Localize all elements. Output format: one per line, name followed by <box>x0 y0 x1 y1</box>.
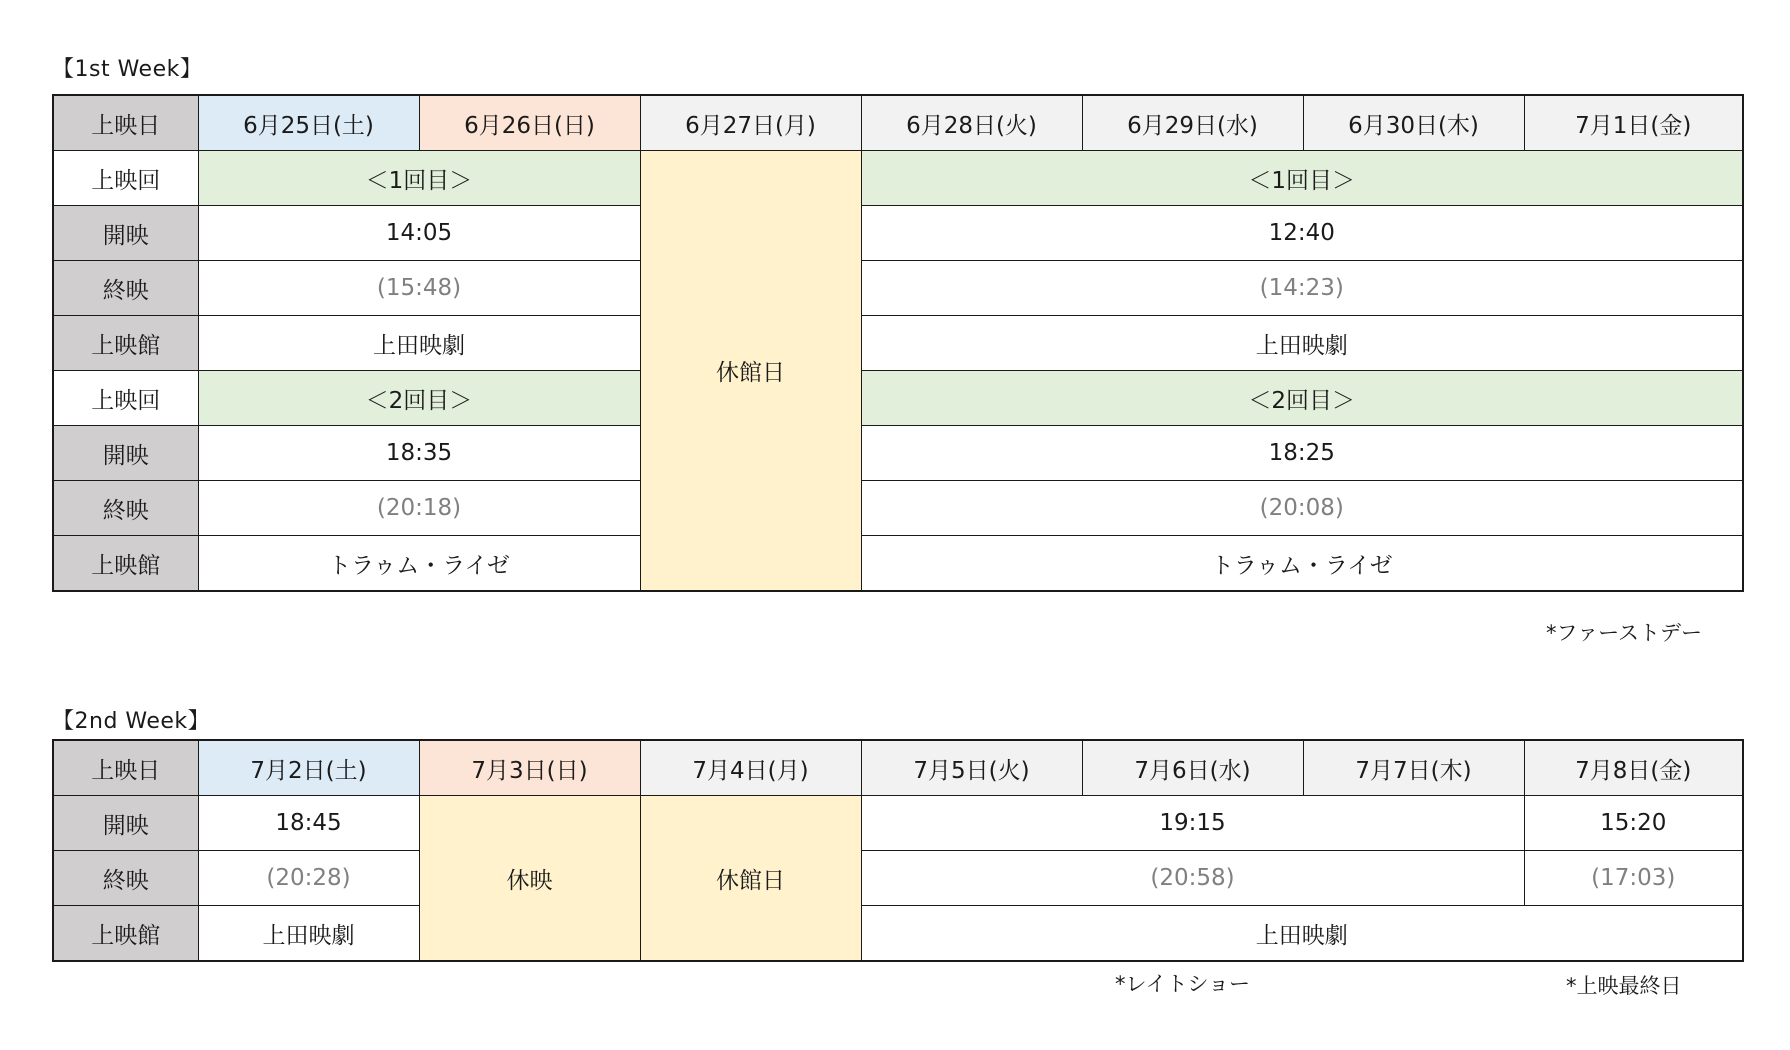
date-header-wed: 6月29日(水) <box>1082 95 1303 151</box>
week1-schedule-table <box>52 94 1744 592</box>
weekday-venue: 上田映劇 <box>861 906 1743 962</box>
first-day-note: *ファーストデー <box>1546 621 1703 645</box>
weekend-start2: 18:35 <box>198 426 640 481</box>
weekday-end: (20:58) <box>861 851 1524 906</box>
week1-venue2-row <box>53 536 1743 592</box>
weekday-venue1: 上田映劇 <box>861 316 1743 371</box>
week1-date-row <box>53 95 1743 151</box>
row-label-venue: 上映館 <box>53 316 198 371</box>
week2-venue-row <box>53 906 1743 962</box>
fri-end: (17:03) <box>1524 851 1743 906</box>
date-header-sun: 7月3日(日) <box>419 740 640 796</box>
sat-end: (20:28) <box>198 851 419 906</box>
week2-date-row <box>53 740 1743 796</box>
row-label-date: 上映日 <box>53 740 198 796</box>
closed-day-cell: 休館日 <box>640 151 861 592</box>
row-label-date: 上映日 <box>53 95 198 151</box>
date-header-sat: 6月25日(土) <box>198 95 419 151</box>
sat-start: 18:45 <box>198 796 419 851</box>
week2-end-row <box>53 851 1743 906</box>
week2-schedule-table <box>52 739 1744 962</box>
weekend-end1: (15:48) <box>198 261 640 316</box>
week2-start-row <box>53 796 1743 851</box>
weekday-start1: 12:40 <box>861 206 1743 261</box>
week1-start2-row <box>53 426 1743 481</box>
row-label-end: 終映 <box>53 481 198 536</box>
row-label-end: 終映 <box>53 851 198 906</box>
date-header-wed: 7月6日(水) <box>1082 740 1303 796</box>
date-header-fri: 7月8日(金) <box>1524 740 1743 796</box>
row-label-venue: 上映館 <box>53 906 198 962</box>
row-label-start: 開映 <box>53 206 198 261</box>
weekend-venue1: 上田映劇 <box>198 316 640 371</box>
date-header-tue: 6月28日(火) <box>861 95 1082 151</box>
week1-end2-row <box>53 481 1743 536</box>
late-show-note: *レイトショー <box>1115 972 1251 996</box>
fri-start: 15:20 <box>1524 796 1743 851</box>
week1-start1-row <box>53 206 1743 261</box>
row-label-session: 上映回 <box>53 151 198 206</box>
weekday-session1: ＜1回目＞ <box>861 151 1743 206</box>
row-label-end: 終映 <box>53 261 198 316</box>
date-header-mon: 7月4日(月) <box>640 740 861 796</box>
weekday-start: 19:15 <box>861 796 1524 851</box>
week1-title: 【1st Week】 <box>52 57 203 82</box>
week2-title: 【2nd Week】 <box>52 709 211 734</box>
week1-end1-row <box>53 261 1743 316</box>
weekend-venue2: トラゥム・ライゼ <box>198 536 640 592</box>
date-header-tue: 7月5日(火) <box>861 740 1082 796</box>
row-label-start: 開映 <box>53 796 198 851</box>
week1-session1-row <box>53 151 1743 206</box>
date-header-thu: 6月30日(木) <box>1303 95 1524 151</box>
weekday-end2: (20:08) <box>861 481 1743 536</box>
weekday-start2: 18:25 <box>861 426 1743 481</box>
row-label-session: 上映回 <box>53 371 198 426</box>
closed-day-cell: 休館日 <box>640 796 861 962</box>
date-header-sat: 7月2日(土) <box>198 740 419 796</box>
no-screening-cell: 休映 <box>419 796 640 962</box>
sat-venue: 上田映劇 <box>198 906 419 962</box>
date-header-sun: 6月26日(日) <box>419 95 640 151</box>
weekday-end1: (14:23) <box>861 261 1743 316</box>
weekend-session2: ＜2回目＞ <box>198 371 640 426</box>
weekday-venue2: トラゥム・ライゼ <box>861 536 1743 592</box>
date-header-mon: 6月27日(月) <box>640 95 861 151</box>
weekend-end2: (20:18) <box>198 481 640 536</box>
date-header-fri: 7月1日(金) <box>1524 95 1743 151</box>
week1-session2-row <box>53 371 1743 426</box>
date-header-thu: 7月7日(木) <box>1303 740 1524 796</box>
weekend-session1: ＜1回目＞ <box>198 151 640 206</box>
last-day-note: *上映最終日 <box>1566 974 1682 998</box>
weekday-session2: ＜2回目＞ <box>861 371 1743 426</box>
row-label-start: 開映 <box>53 426 198 481</box>
row-label-venue: 上映館 <box>53 536 198 592</box>
weekend-start1: 14:05 <box>198 206 640 261</box>
week1-venue1-row <box>53 316 1743 371</box>
